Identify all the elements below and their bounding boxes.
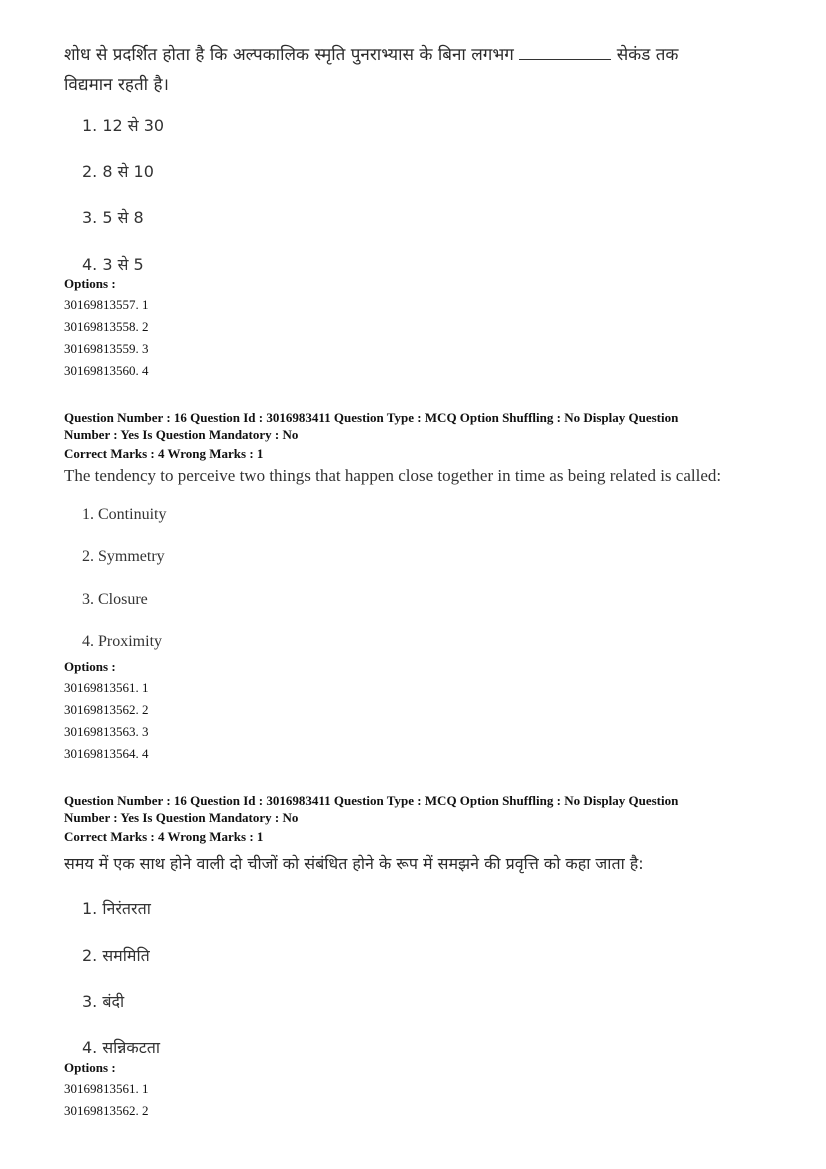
q15-options-label: Options : bbox=[64, 276, 116, 291]
q16en-meta-line1: Question Number : 16 Question Id : 3016983411 Question Type : MCQ Option Shuffling : No Display Question bbox=[64, 410, 679, 425]
q15-question-text bbox=[64, 40, 784, 100]
q16en-meta-line2: Number : Yes Is Question Mandatory : No bbox=[64, 427, 299, 442]
q16en-options-label: Options : bbox=[64, 659, 116, 674]
q16hi-options-label: Options : bbox=[64, 1060, 116, 1075]
q15-option-id-2: 30169813558. 2 bbox=[64, 319, 149, 334]
q15-question-part2: सेकंड तक bbox=[616, 45, 679, 65]
q16hi-question bbox=[64, 849, 804, 879]
q16hi-marks: Correct Marks : 4 Wrong Marks : 1 bbox=[64, 829, 264, 844]
q16hi-question-text: समय में एक साथ होने वाली दो चीजों को संबंधित होने के रूप में समझने की प्रवृत्ति को कहा जाता है: bbox=[64, 854, 644, 873]
q16hi-option-1: 1. निरंतरता bbox=[82, 899, 151, 918]
q16hi-option-3: 3. बंदी bbox=[82, 992, 125, 1011]
q15-option-id-3: 30169813559. 3 bbox=[64, 341, 149, 356]
q16en-option-id-1: 30169813561. 1 bbox=[64, 680, 149, 695]
q16hi-option-2: 2. सममिति bbox=[82, 946, 150, 965]
q15-blank bbox=[519, 45, 611, 60]
q16hi-option-4: 4. सन्निकटता bbox=[82, 1038, 161, 1057]
q15-option-2: 2. 8 से 10 bbox=[82, 162, 154, 181]
q16en-option-1: 1. Continuity bbox=[82, 506, 167, 523]
q16en-option-id-3: 30169813563. 3 bbox=[64, 724, 149, 739]
q15-option-1: 1. 12 से 30 bbox=[82, 116, 165, 135]
q16en-question-text: The tendency to perceive two things that happen close together in time as being related is called: bbox=[64, 466, 722, 485]
q16en-marks: Correct Marks : 4 Wrong Marks : 1 bbox=[64, 446, 264, 461]
q16hi-meta-line2: Number : Yes Is Question Mandatory : No bbox=[64, 810, 299, 825]
q16en-option-4: 4. Proximity bbox=[82, 633, 163, 650]
q16en-question bbox=[64, 465, 804, 487]
q15-question bbox=[64, 40, 784, 100]
q16en-option-2: 2. Symmetry bbox=[82, 548, 165, 565]
q15-question-part1: शोध से प्रदर्शित होता है कि अल्पकालिक स्मृति पुनराभ्यास के बिना लगभग bbox=[64, 45, 514, 65]
q16hi-option-id-1: 30169813561. 1 bbox=[64, 1081, 149, 1096]
q16en-option-3: 3. Closure bbox=[82, 591, 148, 608]
q15-question-line2: विद्यमान रहती है। bbox=[64, 75, 169, 95]
q15-option-4: 4. 3 से 5 bbox=[82, 255, 144, 274]
q16en-option-id-2: 30169813562. 2 bbox=[64, 702, 149, 717]
q15-option-id-4: 30169813560. 4 bbox=[64, 363, 149, 378]
q16hi-meta-line1: Question Number : 16 Question Id : 3016983411 Question Type : MCQ Option Shuffling : No Display Question bbox=[64, 793, 679, 808]
q16hi-option-id-2: 30169813562. 2 bbox=[64, 1103, 149, 1118]
q15-option-id-1: 30169813557. 1 bbox=[64, 297, 149, 312]
q15-option-3: 3. 5 से 8 bbox=[82, 208, 144, 227]
q16en-option-id-4: 30169813564. 4 bbox=[64, 746, 149, 761]
